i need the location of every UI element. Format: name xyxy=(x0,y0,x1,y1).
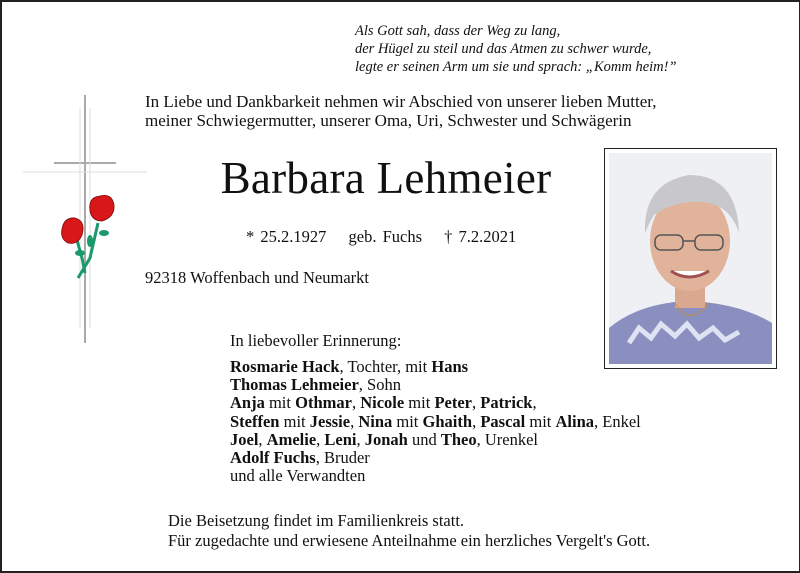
mourner-name: Othmar xyxy=(295,393,352,413)
intro-text xyxy=(145,93,657,130)
mourner-name: Pascal xyxy=(480,411,526,431)
mourner-name: Nina xyxy=(358,411,393,431)
portrait-photo xyxy=(604,148,777,369)
intro-line: meiner Schwiegermutter, unserer Oma, Uri, Schwester und Schwägerin xyxy=(145,110,632,130)
mourner-name: Amelie xyxy=(266,429,317,449)
quote-line: legte er seinen Arm um sie und sprach: „Komm heim!” xyxy=(355,59,677,75)
mourner-name: Joel xyxy=(230,429,259,449)
mourner-name: Steffen xyxy=(230,411,280,431)
mourner-text: , xyxy=(351,393,361,413)
mourner-text: und xyxy=(407,429,441,449)
mourner-line xyxy=(230,413,641,431)
mourners-list xyxy=(230,358,641,485)
footer-text xyxy=(168,511,650,550)
death-date: † 7.2.2021 xyxy=(444,227,517,246)
mourner-text: und alle Verwandten xyxy=(230,466,366,486)
mourner-name: Rosmarie Hack xyxy=(230,357,340,376)
quote-line: Als Gott sah, dass der Weg zu lang, xyxy=(355,23,561,39)
mourner-name: Thomas Lehmeier xyxy=(230,375,359,395)
mourner-name: Adolf Fuchs xyxy=(230,448,316,468)
mourner-line xyxy=(230,358,641,376)
intro-line: In Liebe und Dankbarkeit nehmen wir Abschied von unserer lieben Mutter, xyxy=(145,92,657,111)
mourner-name: Hans xyxy=(431,357,469,376)
mourner-text: mit xyxy=(279,411,310,431)
mourner-text: mit xyxy=(525,411,556,431)
cross-with-roses-icon xyxy=(20,93,150,353)
memory-heading: In liebevoller Erinnerung: xyxy=(230,331,402,350)
mourner-text: , xyxy=(356,429,365,449)
mourner-text: , Sohn xyxy=(358,375,401,395)
mourner-text: , Enkel xyxy=(594,411,641,431)
mourner-text: , xyxy=(350,411,359,431)
mourner-text: , xyxy=(532,393,537,413)
funeral-note: Die Beisetzung findet im Familienkreis statt. xyxy=(168,511,465,530)
mourner-line xyxy=(230,431,641,449)
mourner-line xyxy=(230,376,641,394)
mourner-name: Jonah xyxy=(364,429,408,449)
mourner-text: mit xyxy=(392,411,423,431)
birth-date: * 25.2.1927 xyxy=(246,227,327,246)
quote-line: der Hügel zu steil und das Atmen zu schwer wurde, xyxy=(355,41,652,57)
mourner-name: Anja xyxy=(230,393,265,413)
life-dates xyxy=(246,227,532,247)
mourner-name: Ghaith xyxy=(422,411,473,431)
mourner-name: Alina xyxy=(555,411,595,431)
thanks-note: Für zugedachte und erwiesene Anteilnahme ein herzliches Vergelt's Gott. xyxy=(168,530,651,550)
deceased-name: Barbara Lehmeier xyxy=(220,153,552,203)
mourner-text: , Bruder xyxy=(315,448,370,468)
poem-quote xyxy=(355,22,677,76)
mourner-text: , xyxy=(316,429,325,449)
mourner-line xyxy=(230,449,641,467)
address: 92318 Woffenbach und Neumarkt xyxy=(145,268,369,287)
mourner-name: Patrick xyxy=(480,393,533,413)
mourner-text: , xyxy=(258,429,267,449)
maiden-name: geb. Fuchs xyxy=(348,227,422,246)
mourner-text: mit xyxy=(264,393,296,413)
mourner-text: mit xyxy=(404,393,435,413)
mourner-text: , Urenkel xyxy=(476,429,539,449)
mourner-name: Theo xyxy=(440,429,477,449)
mourner-line xyxy=(230,467,641,485)
mourner-text: , xyxy=(472,411,481,431)
mourner-name: Jessie xyxy=(309,411,351,431)
mourner-text: , Tochter, mit xyxy=(339,357,432,376)
mourner-name: Leni xyxy=(324,429,357,449)
mourner-text: , xyxy=(471,393,481,413)
mourner-name: Peter xyxy=(434,393,472,413)
mourner-line xyxy=(230,394,641,412)
mourner-name: Nicole xyxy=(360,393,405,413)
